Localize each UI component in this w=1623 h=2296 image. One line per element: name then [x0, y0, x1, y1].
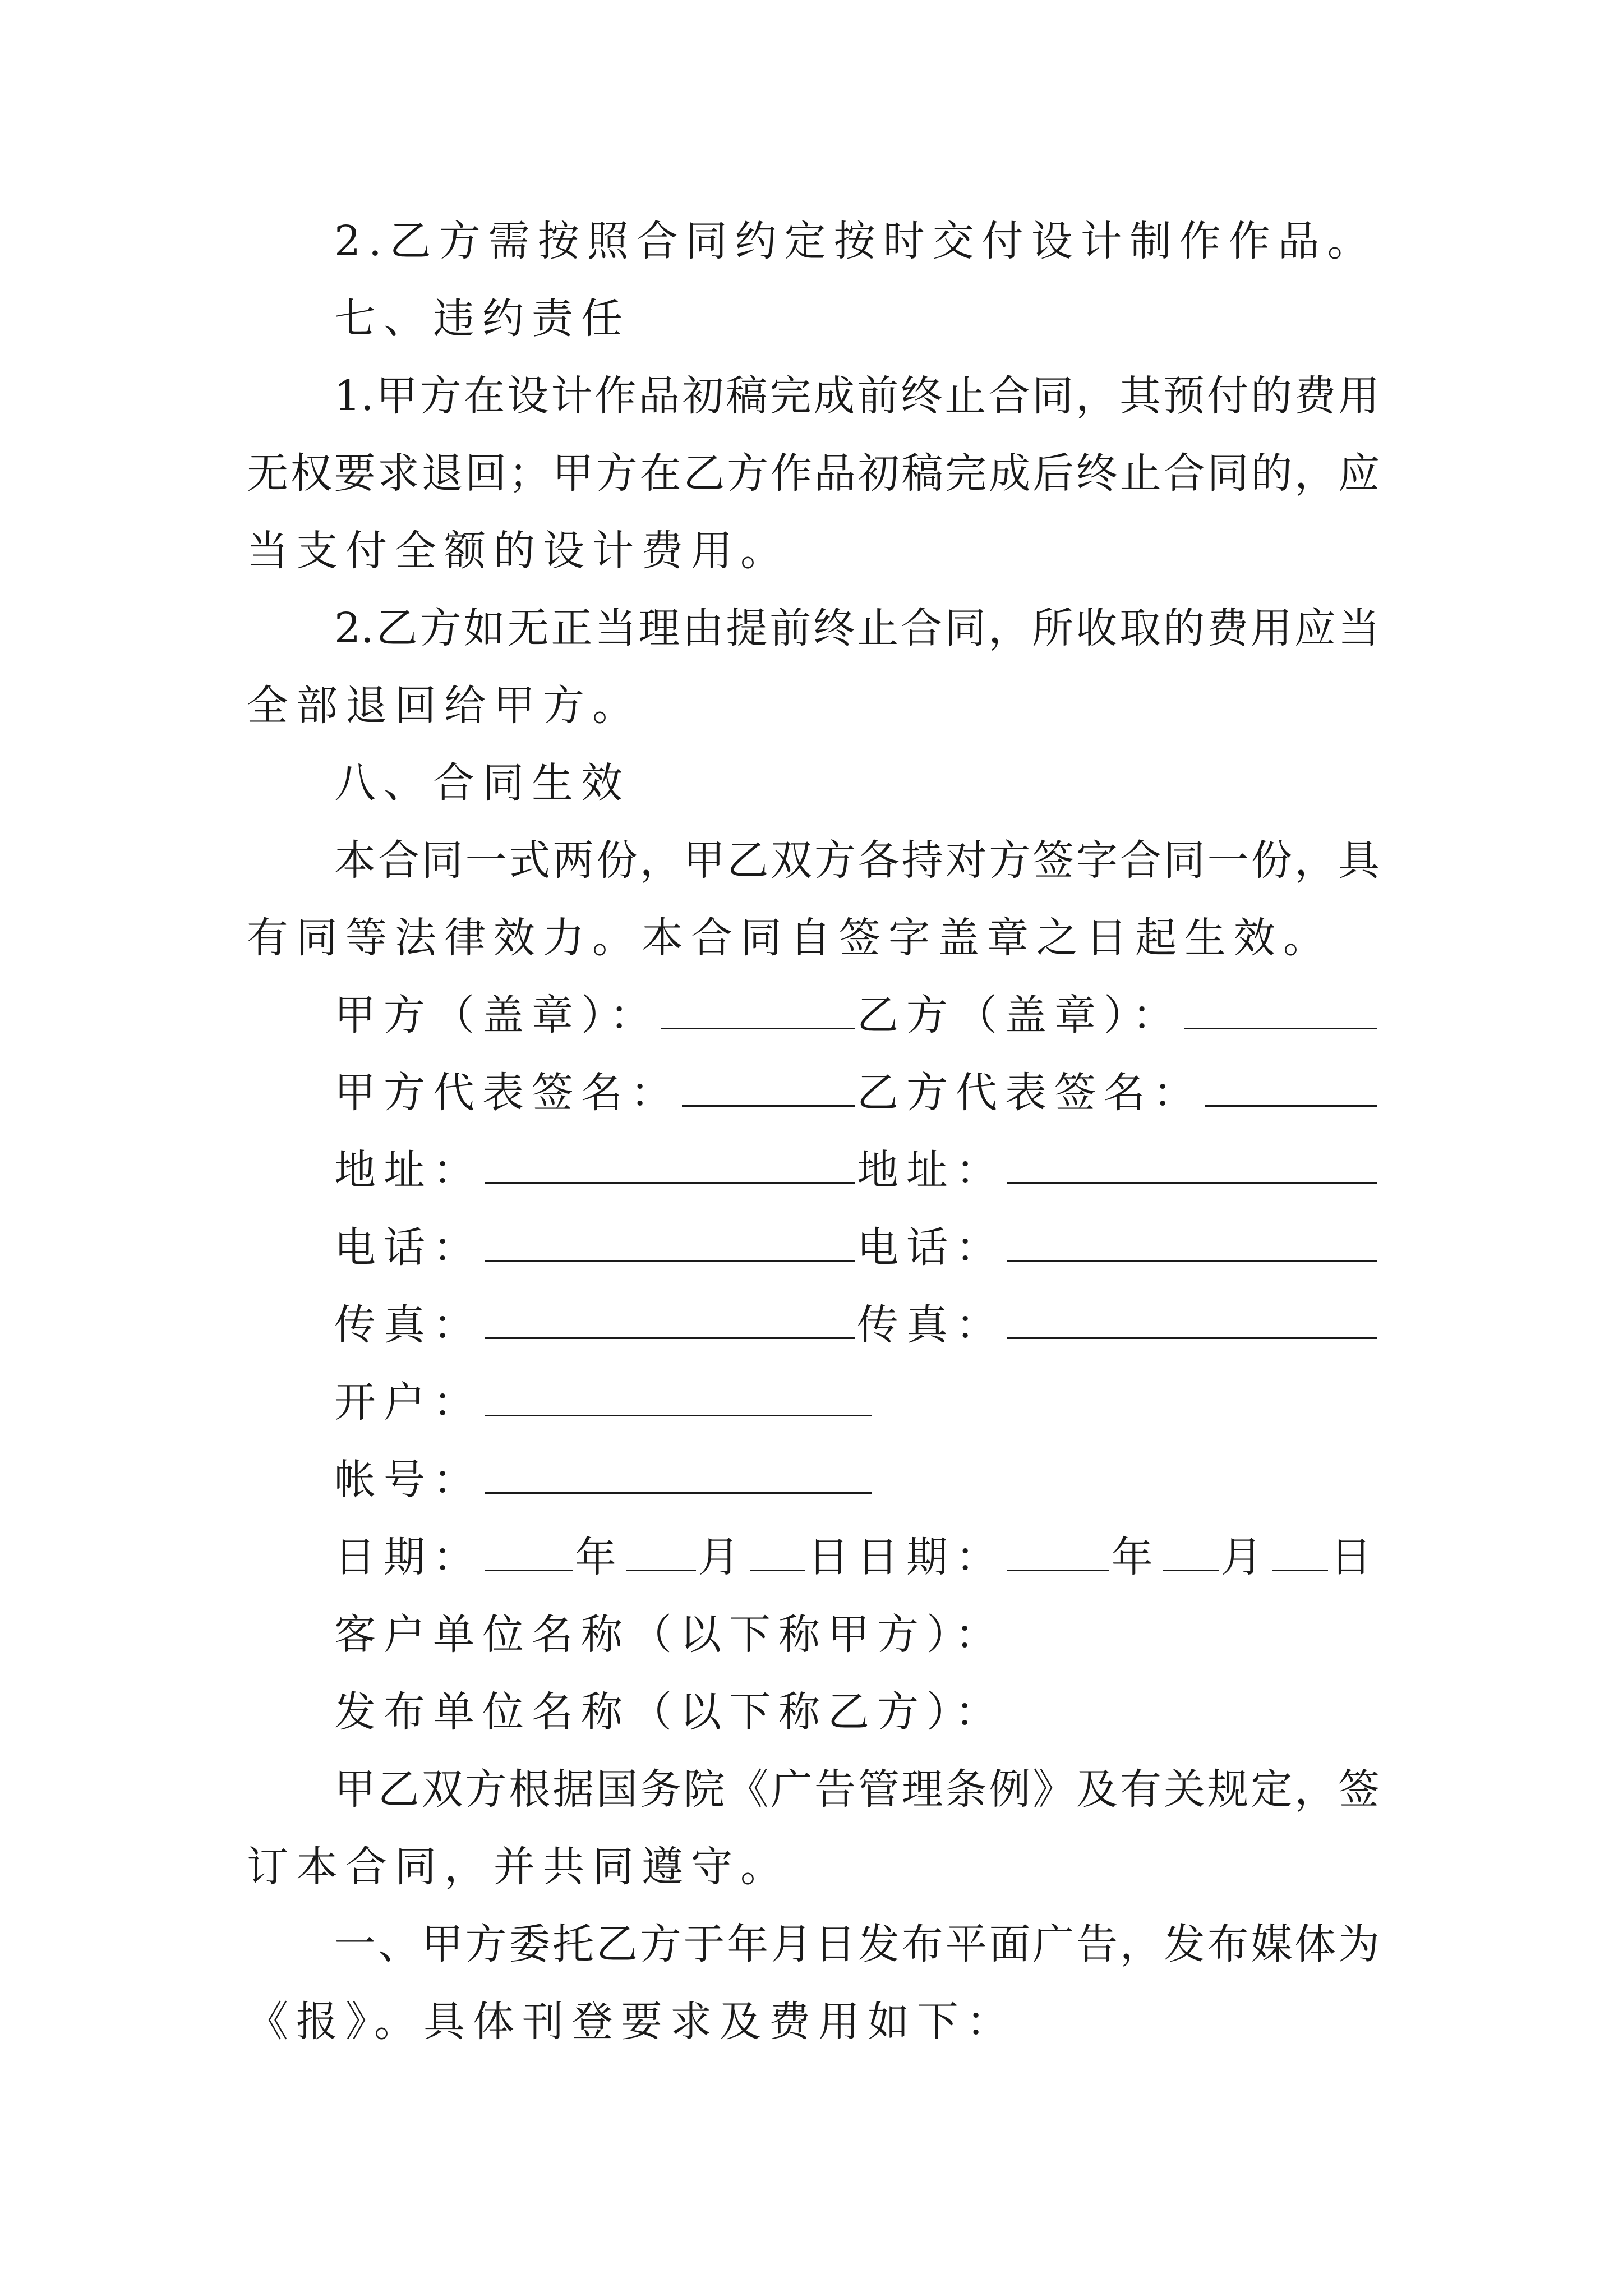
party-a-seal-label: 甲方（盖章）： — [334, 991, 659, 1039]
party-a-rep-label: 甲方代表签名： — [334, 1069, 680, 1117]
publisher-name-line: 发布单位名称（以下称乙方）： — [334, 1688, 1004, 1736]
account-blank — [485, 1455, 872, 1494]
bank-blank — [485, 1378, 872, 1416]
representative-row — [334, 1065, 1380, 1121]
party-b-day-label: 日 — [1330, 1533, 1380, 1581]
party-b-date-label: 日期： — [856, 1533, 1005, 1581]
address-row — [334, 1142, 1380, 1198]
party-b-address-label: 地址： — [857, 1146, 1005, 1194]
party-a-month-label: 月 — [698, 1533, 748, 1581]
party-b-phone-label: 电话： — [857, 1223, 1005, 1272]
section-8-heading: 八、合同生效 — [334, 759, 630, 807]
section-8-line-2: 有同等法律效力。本合同自签字盖章之日起生效。 — [247, 914, 1332, 962]
clause-7-1-line-1: 1.甲方在设计作品初稿完成前终止合同，其预付的费用 — [334, 372, 1380, 420]
preamble-line-2: 订本合同，并共同遵守。 — [247, 1843, 790, 1891]
party-a-rep-blank — [682, 1068, 855, 1107]
fax-row — [334, 1297, 1380, 1353]
party-a-fax-label: 传真： — [334, 1301, 482, 1349]
party-b-month-blank — [1163, 1533, 1219, 1571]
party-a-month-blank — [626, 1533, 696, 1571]
party-a-seal-blank — [661, 991, 855, 1029]
party-b-rep-label: 乙方代表签名： — [857, 1069, 1202, 1117]
party-a-address-blank — [485, 1145, 855, 1184]
party-b-address-blank — [1007, 1145, 1377, 1184]
client-name-line: 客户单位名称（以下称甲方）： — [334, 1611, 1004, 1659]
party-a-year-label: 年 — [574, 1533, 624, 1581]
date-row — [334, 1529, 1380, 1585]
party-b-rep-blank — [1205, 1068, 1377, 1107]
clause-1-line-1: 一、甲方委托乙方于年月日发布平面广告，发布媒体为 — [334, 1920, 1380, 1968]
section-7-heading: 七、违约责任 — [334, 295, 630, 343]
party-b-month-label: 月 — [1220, 1533, 1270, 1581]
clause-7-2-line-2: 全部退回给甲方。 — [247, 682, 642, 730]
party-a-date-label: 日期： — [334, 1533, 482, 1581]
party-b-phone-blank — [1007, 1223, 1377, 1262]
account-row — [334, 1452, 1380, 1508]
bank-row — [334, 1374, 1380, 1430]
party-a-phone-blank — [485, 1223, 855, 1262]
clause-7-1-line-3: 当支付全额的设计费用。 — [247, 527, 790, 575]
party-b-fax-blank — [1007, 1300, 1377, 1339]
account-label: 帐号： — [334, 1456, 482, 1504]
party-b-year-label: 年 — [1111, 1533, 1161, 1581]
party-a-day-blank — [750, 1533, 805, 1571]
party-a-phone-label: 电话： — [334, 1223, 482, 1272]
party-b-fax-label: 传真： — [857, 1301, 1005, 1349]
party-a-fax-blank — [485, 1300, 855, 1339]
party-b-day-blank — [1272, 1533, 1328, 1571]
party-b-seal-blank — [1184, 991, 1377, 1029]
clause-1-line-2: 《报》。具体刊登要求及费用如下： — [247, 1998, 1016, 2046]
clause-6-2: 2.乙方需按照合同约定按时交付设计制作作品。 — [334, 217, 1377, 265]
preamble-line-1: 甲乙双方根据国务院《广告管理条例》及有关规定，签 — [334, 1765, 1380, 1814]
party-a-address-label: 地址： — [334, 1146, 482, 1194]
phone-row — [334, 1220, 1380, 1276]
party-b-seal-label: 乙方（盖章）： — [857, 991, 1182, 1039]
party-b-year-blank — [1007, 1533, 1109, 1571]
bank-label: 开户： — [334, 1378, 482, 1427]
section-8-line-1: 本合同一式两份，甲乙双方各持对方签字合同一份，具 — [334, 836, 1380, 885]
clause-7-1-line-2: 无权要求退回；甲方在乙方作品初稿完成后终止合同的，应 — [247, 449, 1380, 498]
clause-7-2-line-1: 2.乙方如无正当理由提前终止合同，所收取的费用应当 — [334, 604, 1380, 652]
party-a-year-blank — [485, 1533, 573, 1571]
seal-row — [334, 987, 1380, 1043]
party-a-day-label: 日 — [807, 1533, 857, 1581]
